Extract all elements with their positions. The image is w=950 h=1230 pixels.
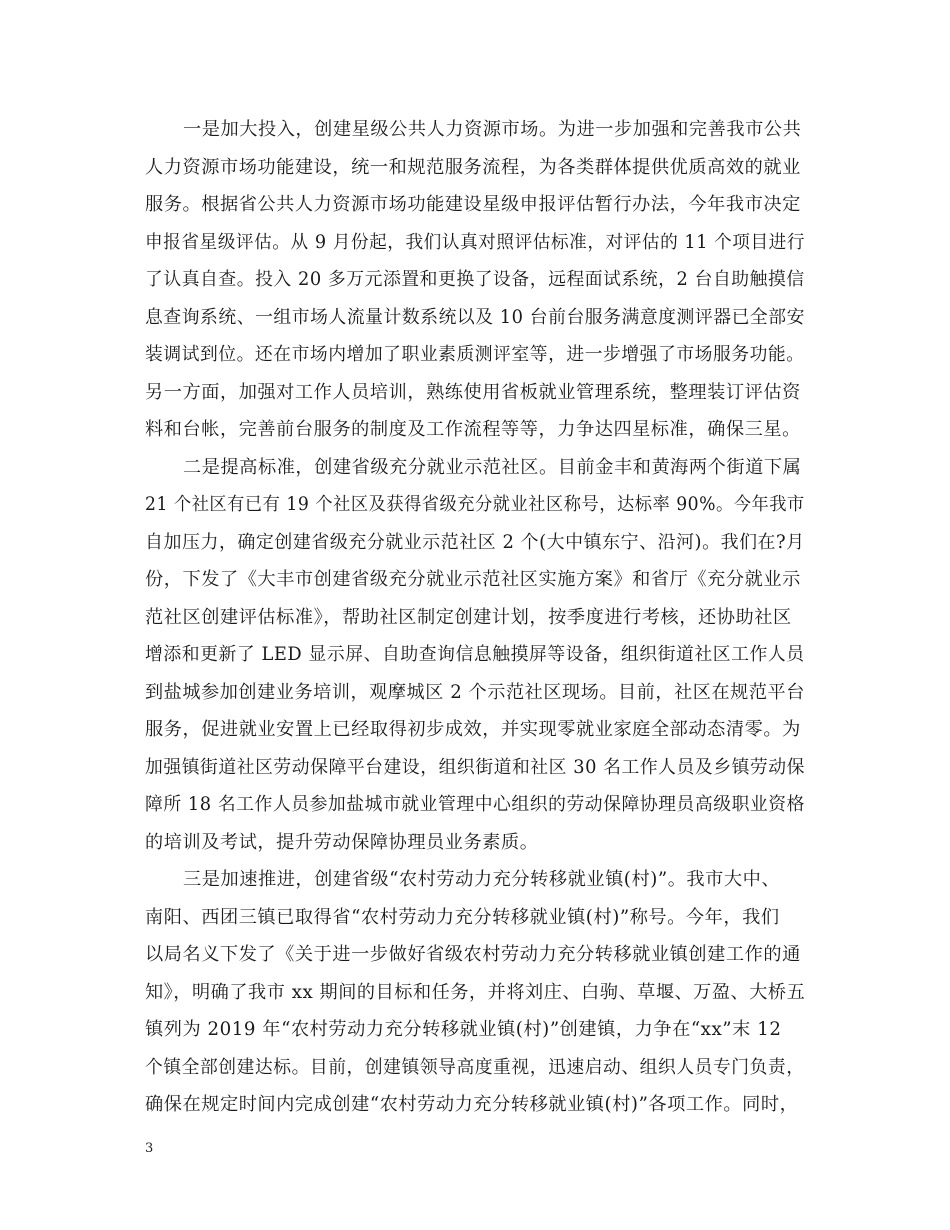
text-line: 以局名义下发了《关于进一步做好省级农村劳动力充分转移就业镇创建工作的通 — [145, 944, 801, 965]
text-line: 自加压力，确定创建省级充分就业示范社区 2 个(大中镇东宁、沿河)。我们在?月 — [145, 532, 805, 553]
text-line: 知》，明确了我市 xx 期间的目标和任务，并将刘庄、白驹、草堰、万盈、大桥五 — [145, 982, 806, 1003]
text-line: 障所 18 名工作人员参加盐城市就业管理中心组织的劳动保障协理员高级职业资格 — [145, 794, 805, 815]
text-line: 服务。根据省公共人力资源市场功能建设星级申报评估暂行办法，今年我市决定 — [145, 194, 801, 215]
text-line: 申报省星级评估。从 9 月份起，我们认真对照评估标准，对评估的 11 个项目进行 — [145, 232, 806, 253]
text-line: 了认真自查。投入 20 多万元添置和更换了设备，远程面试系统，2 台自助触摸信 — [145, 269, 805, 290]
text-line: 料和台帐，完善前台服务的制度及工作流程等等，力争达四星标准，确保三星。 — [145, 419, 801, 440]
text-line: 南阳、西团三镇已取得省“农村劳动力充分转移就业镇(村)”称号。今年，我们 — [145, 907, 780, 928]
text-line: 三是加速推进，创建省级“农村劳动力充分转移就业镇(村)”。我市大中、 — [183, 869, 781, 890]
text-line: 份，下发了《大丰市创建省级充分就业示范社区实施方案》和省厅《充分就业示 — [145, 569, 801, 590]
text-line: 21 个社区有已有 19 个社区及获得省级充分就业社区称号，达标率 90%。今年我市 — [145, 494, 805, 515]
text-line: 二是提高标准，创建省级充分就业示范社区。目前金丰和黄海两个街道下属 — [183, 457, 802, 478]
text-line: 确保在规定时间内完成创建“农村劳动力充分转移就业镇(村)”各项工作。同时， — [145, 1094, 799, 1115]
text-line: 的培训及考试，提升劳动保障协理员业务素质。 — [145, 832, 539, 853]
text-line: 加强镇街道社区劳动保障平台建设，组织街道和社区 30 名工作人员及乡镇劳动保 — [145, 757, 805, 778]
text-line: 另一方面，加强对工作人员培训，熟练使用省板就业管理系统，整理装订评估资 — [145, 382, 801, 403]
text-line: 服务，促进就业安置上已经取得初步成效，并实现零就业家庭全部动态清零。为 — [145, 719, 801, 740]
text-line: 到盐城参加创建业务培训，观摩城区 2 个示范社区现场。目前，社区在规范平台 — [145, 682, 805, 703]
text-line: 人力资源市场功能建设，统一和规范服务流程，为各类群体提供优质高效的就业 — [145, 157, 801, 178]
text-line: 镇列为 2019 年“农村劳动力充分转移就业镇(村)”创建镇，力争在“xx”末 12 — [145, 1019, 782, 1040]
text-line: 个镇全部创建达标。目前，创建镇领导高度重视，迅速启动、组织人员专门负责， — [145, 1057, 805, 1078]
text-line: 一是加大投入，创建星级公共人力资源市场。为进一步加强和完善我市公共 — [183, 119, 802, 140]
text-line: 息查询系统、一组市场人流量计数系统以及 10 台前台服务满意度测评器已全部安 — [145, 307, 805, 328]
text-line: 范社区创建评估标准》，帮助社区制定创建计划，按季度进行考核，还协助社区 — [145, 607, 792, 628]
text-line: 增添和更新了 LED 显示屏、自助查询信息触摸屏等设备，组织街道社区工作人员 — [145, 644, 805, 665]
text-line: 装调试到位。还在市场内增加了职业素质测评室等，进一步增强了市场服务功能。 — [145, 344, 805, 365]
page-number: 3 — [145, 1141, 154, 1156]
